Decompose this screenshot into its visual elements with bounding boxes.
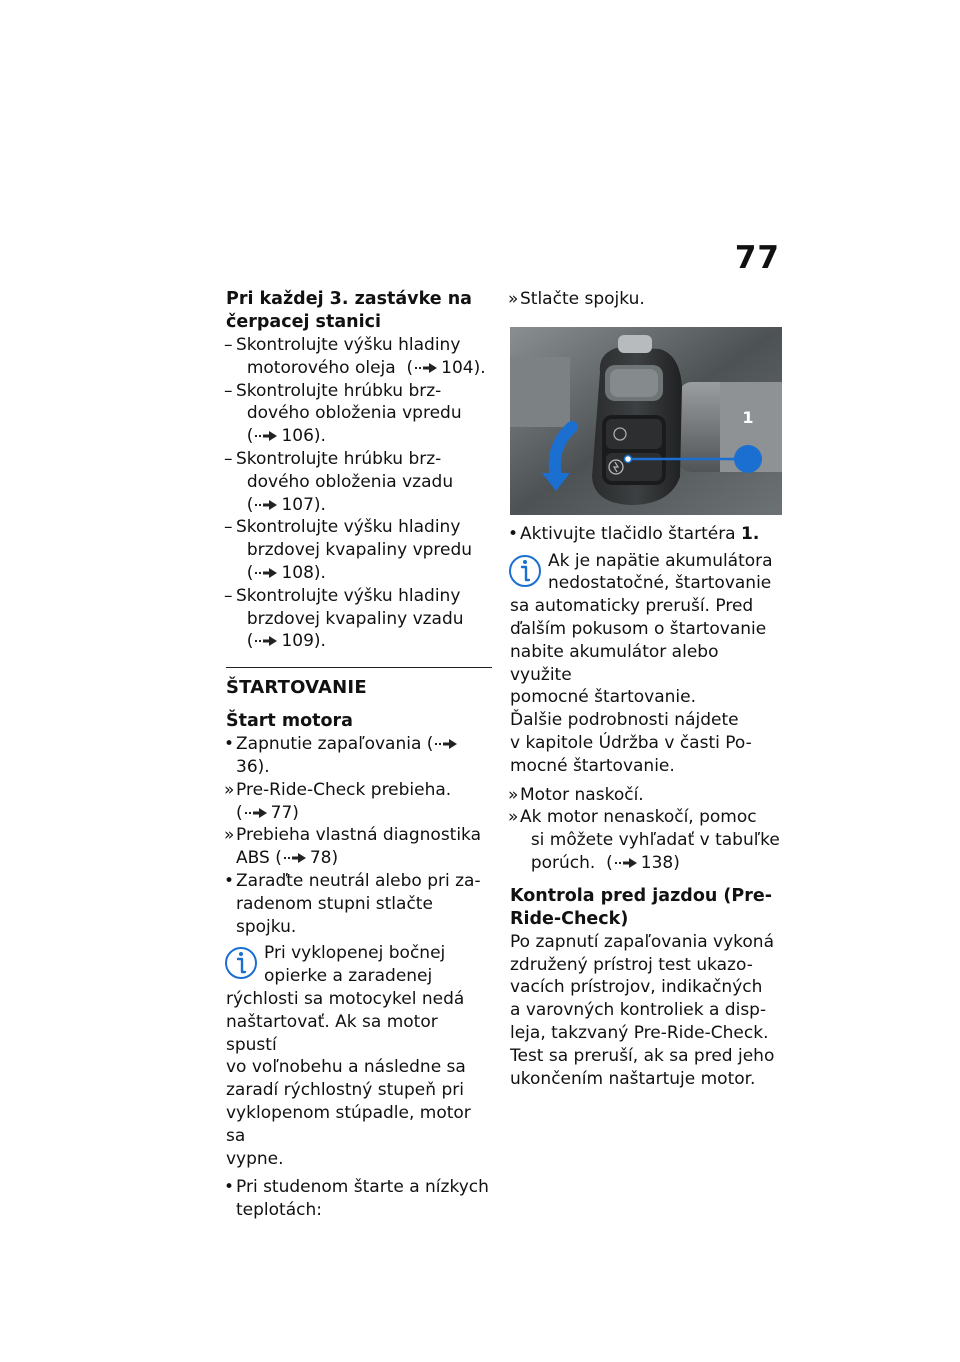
info-icon xyxy=(508,552,542,590)
step-cold-start: • Pri studenom štarte a nízkych teplotách: xyxy=(224,1177,489,1221)
note-battery-voltage: Ak je napätie akumulátora nedostatočné, štartovanie sa automaticky preruší. Pred ďalším pokusom o štartovanie nabite akumulátor alebo využite pomocné štartovanie. Ďalšie podrobnosti nájdete v kapitole Údržba v časti Po- mocné štartovanie. xyxy=(510,550,773,776)
page-reference-arrow-icon xyxy=(415,362,439,374)
result-abs-diagnosis: » Prebieha vlastná diagnostika ABS ( 78) xyxy=(224,825,482,869)
subheading-pre-ride-check: Kontrola pred jazdou (Pre- Ride-Check) xyxy=(510,885,772,929)
result-pull-clutch: » Stlačte spojku. xyxy=(508,289,645,309)
step-ignition-on: • Zapnutie zapaľovania (36). xyxy=(226,733,492,779)
section-title: ŠTARTOVANIE xyxy=(226,677,367,699)
callout-number-1: 1 xyxy=(742,408,754,427)
page-reference-arrow-icon xyxy=(255,567,279,579)
check-item-front-brake-fluid: – Skontrolujte výšku hladiny brzdovej kvapaliny vpredu ( 108). xyxy=(224,517,473,583)
right-column xyxy=(510,288,782,1090)
heading-every-3rd-stop: Pri každej 3. zastávke na čerpacej stanici xyxy=(226,289,472,332)
info-icon xyxy=(224,944,258,982)
page-reference-arrow-icon xyxy=(255,635,279,647)
check-item-rear-brake-fluid: – Skontrolujte výšku hladiny brzdovej kvapaliny vzadu ( 109). xyxy=(224,585,464,652)
result-engine-not-started: » Ak motor nenaskočí, pomoc si môžete vyhľadať v tabuľke porúch. ( 138) xyxy=(508,807,780,873)
step-press-starter: • Aktivujte tlačidlo štartéra 1. xyxy=(508,523,760,544)
check-item-rear-brake-pads: – Skontrolujte hrúbku brz- dového obloženia vzadu ( 107). xyxy=(224,448,454,515)
page-reference-arrow-icon xyxy=(284,852,308,864)
page-reference-arrow-icon xyxy=(435,738,459,750)
note-side-stand: Pri vyklopenej bočnej opierke a zaradenej rýchlosti sa motocykel nedá naštartovať. Ak sa motor spustí vo voľnobehu a následne sa zaradí rýchlostný stupeň pri vyklopenom stúpadle, motor sa vypne. xyxy=(226,943,471,1169)
step-neutral-or-clutch: • Zaraďte neutrál alebo pri za- radenom stupni stlačte spojku. xyxy=(224,870,481,937)
page-reference-arrow-icon xyxy=(255,430,279,442)
check-item-oil-level: – Skontrolujte výšku hladiny motorového oleja ( 104). xyxy=(224,335,486,378)
check-item-front-brake-pads: – Skontrolujte hrúbku brz- dového obloženia vpredu ( 106). xyxy=(224,380,462,447)
page-reference-arrow-icon xyxy=(615,857,639,869)
paragraph-pre-ride-check: Po zapnutí zapaľovania vykoná združený prístroj test ukazo- vacích prístrojov, indikačných a varovných kontroliek a disp- leja, takzvaný Pre-Ride-Check. Test sa preruší, ak sa pred jeho ukončením naštartuje motor. xyxy=(510,931,775,1089)
left-column xyxy=(226,288,492,1222)
subheading-engine-start: Štart motora xyxy=(226,711,353,732)
section-divider xyxy=(226,667,492,700)
result-engine-starts: » Motor naskočí. xyxy=(508,784,644,805)
page-number: 77 xyxy=(734,240,780,276)
result-pre-ride-check: » Pre-Ride-Check prebieha. ( 77) xyxy=(224,779,452,823)
page-reference-arrow-icon xyxy=(255,499,279,511)
page-reference-arrow-icon xyxy=(245,807,269,819)
